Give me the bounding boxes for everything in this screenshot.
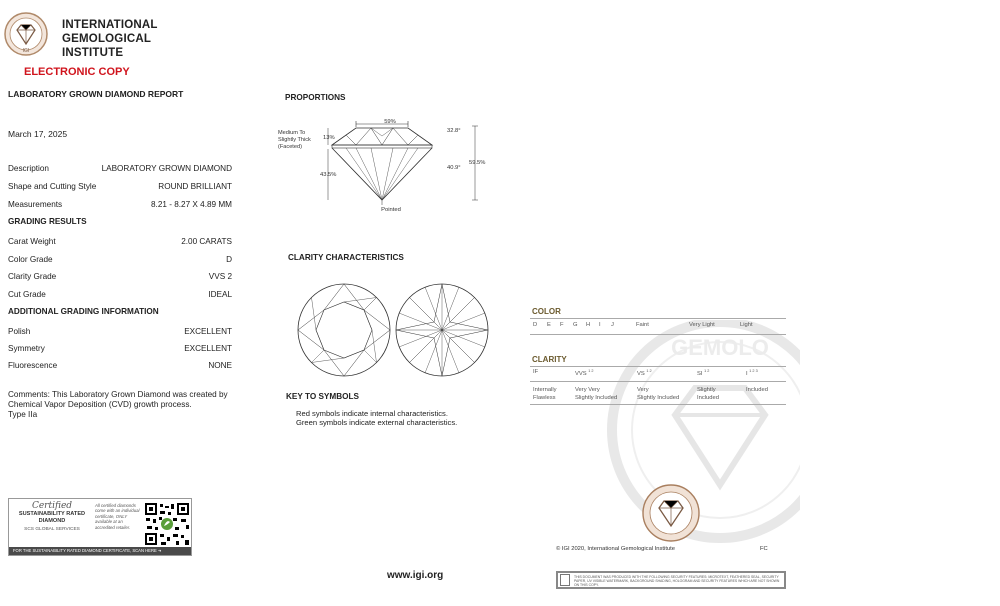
pavilion-depth: 43.5% [320,172,337,178]
crown-plot-diagram [296,282,392,378]
proportions-heading: PROPORTIONS [285,93,346,102]
grading-row-cut: Cut Grade IDEAL [8,290,232,299]
culet-label: Pointed [381,207,401,213]
clarity-characteristics-heading: CLARITY CHARACTERISTICS [288,253,404,262]
igi-small-seal-icon [642,484,700,542]
clarity-scale-bottom-divider [530,404,786,405]
color-letter-h: H [586,322,591,328]
key-green-symbols: Green symbols indicate external characteristics. [296,418,458,427]
grading-row-color: Color Grade D [8,255,232,264]
website-link[interactable]: www.igi.org [387,570,444,581]
clarity-grade-if: IF [533,369,539,375]
clarity-desc-vvs: Very Very Slightly Included [575,387,618,401]
certificate-badge: Certified SUSTAINABILITY RATED DIAMOND SCS GLOBAL SERVICES [18,501,86,532]
electronic-copy-label: ELECTRONIC COPY [24,66,130,78]
additional-row-polish: Polish EXCELLENT [8,327,232,336]
grading-row-clarity: Clarity Grade VVS 2 [8,272,232,281]
total-depth: 59.5% [469,160,486,166]
color-letter-f: F [560,322,564,328]
girdle-label: Medium To Slightly Thick (Faceted) [278,130,311,150]
clarity-desc-i: Included [746,387,768,393]
clarity-grade-i: I $^{1 2 3}$ [746,369,758,377]
detail-row-shape: Shape and Cutting Style ROUND BRILLIANT [8,182,232,191]
svg-text:GEMOLO: GEMOLO [671,335,769,360]
clarity-scale-divider [530,366,786,367]
clarity-scale-heading: CLARITY [532,355,567,364]
additional-row-symmetry: Symmetry EXCELLENT [8,344,232,353]
certificate-note: All certified diamonds come with an individual certificate, ONLY available at an accredited retailer. [95,503,140,530]
detail-row-description: Description LABORATORY GROWN DIAMOND [8,164,232,173]
color-scale-bottom-divider [530,334,786,335]
color-letter-j: J [611,322,614,328]
crown-height: 13% [323,135,335,141]
color-letter-e: E [547,322,551,328]
document-icon [560,574,570,586]
color-faint: Faint [636,322,649,328]
igi-watermark-icon [600,320,800,550]
fc-code: FC [760,546,768,552]
color-scale-divider [530,318,786,319]
grading-row-carat: Carat Weight 2.00 CARATS [8,237,232,246]
clarity-scale-mid-divider [530,381,786,382]
security-features-box [556,571,786,589]
color-letter-d: D [533,322,538,328]
certificate-footer: FOR THE SUSTAINABILITY RATED DIAMOND CERTIFICATE, SCAN HERE ➜ [9,547,191,555]
clarity-grade-si: SI $^{1 2}$ [697,369,710,377]
sustainability-certificate[interactable] [8,498,192,556]
security-features-text: THIS DOCUMENT WAS PRODUCED WITH THE FOLLOWING SECURITY FEATURES: MICROTEXT, FEATHERED SEAL, SECURITY PAPER, UV VISIBLE WATERMARK, BACKGROUND SHADING, HOLOGRAM AND SECURITY FEATURES WHICH ARE NOT SHOWN ON THIS COPY. [574,575,780,588]
clarity-desc-if: Internally Flawless [533,387,557,401]
svg-text:IGI: IGI [22,48,30,54]
proportions-diagram [276,108,496,218]
report-date: March 17, 2025 [8,129,68,139]
report-title: LABORATORY GROWN DIAMOND REPORT [8,89,184,99]
clarity-grade-vs: VS $^{1 2}$ [637,369,652,377]
additional-grading-heading: ADDITIONAL GRADING INFORMATION [8,307,159,316]
grading-results-heading: GRADING RESULTS [8,217,87,226]
crown-angle: 32.8° [447,128,461,134]
igi-seal-icon [4,12,48,56]
table-percent: 59% [384,119,396,125]
organization-name: INTERNATIONAL GEMOLOGICAL INSTITUTE [62,19,158,59]
color-scale-heading: COLOR [532,307,561,316]
pavilion-angle: 40.9° [447,165,461,171]
clarity-desc-vs: Very Slightly Included [637,387,680,401]
comments: Comments: This Laboratory Grown Diamond was created by Chemical Vapor Deposition (CVD) growth process. Type IIa [8,390,228,419]
additional-row-fluorescence: Fluorescence NONE [8,361,232,370]
qr-code-icon[interactable] [143,501,191,547]
clarity-desc-si: Slightly Included [697,387,719,401]
copyright: © IGI 2020, International Gemological Institute [556,546,675,552]
pavilion-plot-diagram [394,282,490,378]
detail-row-measurements: Measurements 8.21 - 8.27 X 4.89 MM [8,200,232,209]
key-red-symbols: Red symbols indicate internal characteristics. [296,409,448,418]
color-letter-g: G [573,322,578,328]
igi-logo [4,12,48,56]
key-to-symbols-heading: KEY TO SYMBOLS [286,392,359,401]
color-light: Light [740,322,753,328]
color-very-light: Very Light [689,322,715,328]
clarity-grade-vvs: VVS $^{1 2}$ [575,369,594,377]
color-letter-i: I [599,322,601,328]
